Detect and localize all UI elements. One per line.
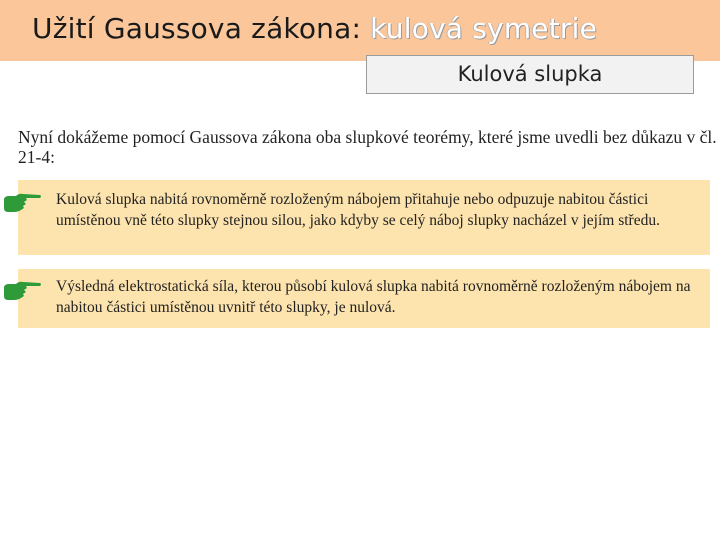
intro-paragraph: Nyní dokážeme pomocí Gaussova zákona oba slupkové teorémy, které jsme uvedli bez důkazu v čl. 21-4: <box>18 127 717 167</box>
theorem-box-1 <box>18 180 710 255</box>
theorem-box-2 <box>18 269 710 328</box>
pointing-hand-icon <box>2 278 42 304</box>
pointing-hand-icon <box>2 190 42 216</box>
page-title <box>32 12 597 45</box>
title-main: Užití Gaussova zákona: <box>32 12 362 45</box>
subtitle: Kulová slupka <box>457 62 603 86</box>
theorem-text-2: Výsledná elektrostatická síla, kterou působí kulová slupka nabitá rovnoměrně rozloženým nábojem na nabitou částici umístěnou uvnitř této slupky, je nulová. <box>56 278 691 316</box>
title-highlight: kulová symetrie <box>370 12 598 45</box>
theorem-text-1: Kulová slupka nabitá rovnoměrně rozloženým nábojem přitahuje nebo odpuzuje nabitou částici umístěnou vně této slupky stejnou silou, jako kdyby se celý náboj slupky nacházel v jejím středu. <box>56 191 660 229</box>
subtitle-box <box>366 55 694 94</box>
